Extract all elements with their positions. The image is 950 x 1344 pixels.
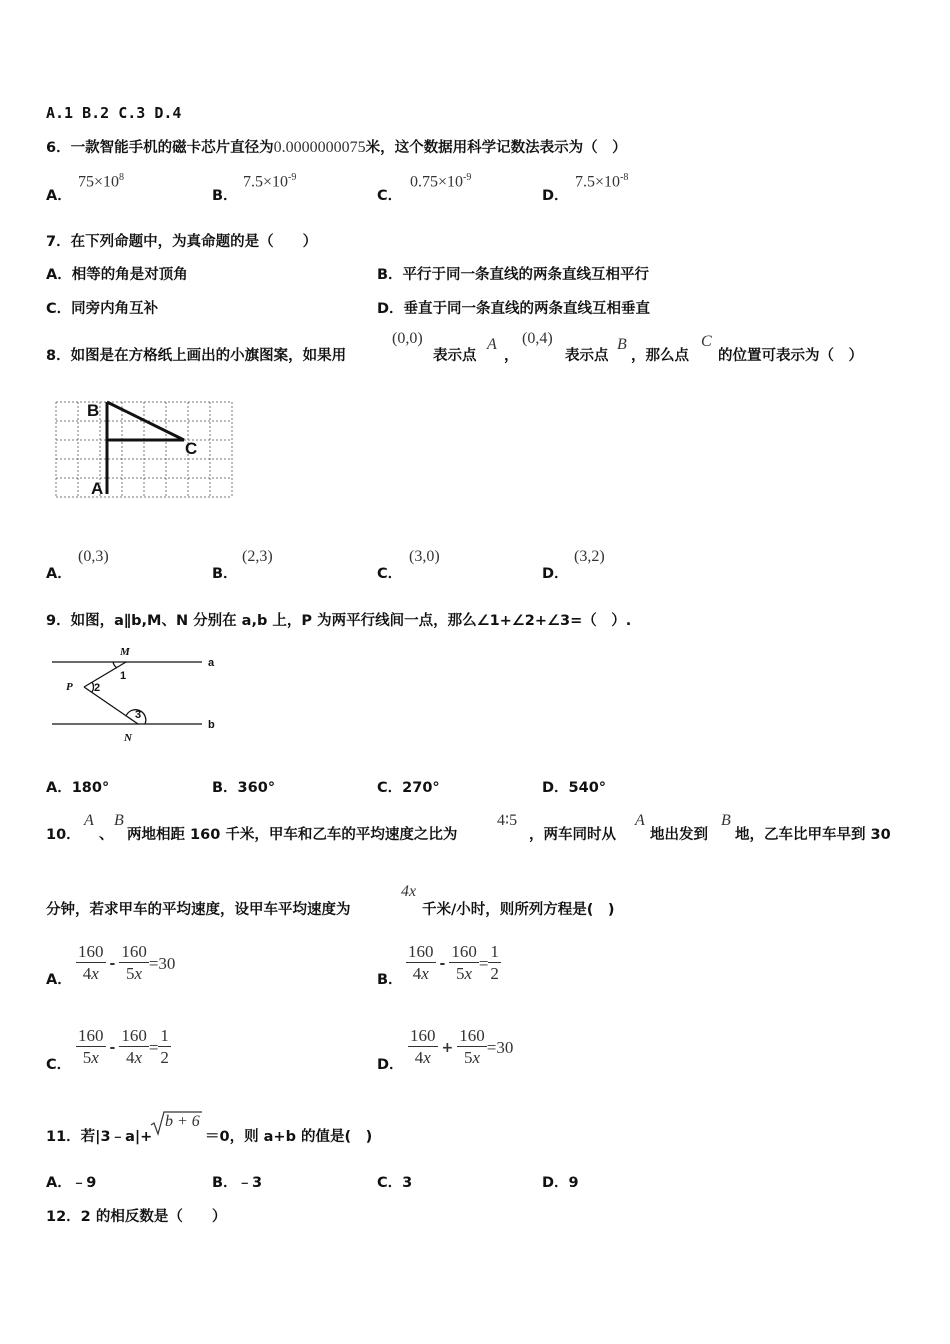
question-10-text-3: 地出发到 [650, 827, 708, 843]
point-a-symbol: A [84, 812, 94, 829]
option-a-value: (0,3) [78, 548, 109, 565]
option-d-equation: $\frac{160}{4x}$ + $\frac{160}{5x}$ =30 [410, 1026, 514, 1067]
decimal-value: 0.0000000075 [273, 139, 366, 156]
question-8-text-2: 表示点 [433, 348, 477, 364]
parallel-lines-figure [46, 642, 236, 752]
option-a-label[interactable]: A． [46, 188, 72, 204]
option-b-label[interactable]: B． [212, 188, 238, 204]
option-d[interactable]: D．垂直于同一条直线的两条直线互相垂直 [377, 301, 651, 317]
previous-question-options: A.1 B.2 C.3 D.4 [46, 104, 182, 122]
option-b[interactable]: B．平行于同一条直线的两条直线互相平行 [377, 267, 650, 283]
point-a-symbol: A [635, 812, 645, 829]
point-a-symbol: A [487, 336, 497, 353]
option-b-value: $7.5\times 10^{-9}$ [243, 172, 297, 191]
option-b-equation: $\frac{160}{4x}$ - $\frac{160}{5x}$ = $\frac{1}{2}$ [408, 942, 499, 983]
option-a-label[interactable]: A． [46, 566, 72, 582]
option-d-label[interactable]: D． [542, 566, 569, 582]
question-10-text-6: 千米/小时，则所列方程是( ) [422, 902, 615, 918]
option-c-label[interactable]: C． [377, 566, 403, 582]
label-p: P [66, 681, 73, 693]
angle-2-label: 2 [94, 682, 101, 694]
question-10-text-4: 地，乙车比甲车早到 30 [735, 827, 891, 843]
speed-ratio: 4∶5 [497, 812, 518, 829]
label-n: N [124, 732, 132, 744]
option-b[interactable]: B．360° [212, 780, 276, 796]
option-d-label[interactable]: D． [377, 1057, 404, 1073]
question-8-text-5: 的位置可表示为（ ） [718, 348, 863, 364]
label-b: B [87, 401, 100, 420]
question-6-stem [46, 136, 627, 157]
label-a-line: a [208, 657, 215, 669]
label-c: C [185, 439, 198, 458]
angle-3-label: 3 [135, 709, 142, 721]
option-b-label[interactable]: B． [212, 566, 238, 582]
question-7-stem: 7．在下列命题中，为真命题的是（ ） [46, 234, 318, 250]
question-text: 米，这个数据用科学记数法表示为（ ） [365, 140, 627, 156]
option-a-equation: $\frac{160}{4x}$ - $\frac{160}{5x}$ =30 [78, 942, 176, 983]
point-b-symbol: B [721, 812, 731, 829]
question-9-stem: 9．如图，a∥b,M、N 分别在 a,b 上，P 为两平行线间一点，那么∠1+∠2+∠3=（ ）. [46, 613, 632, 629]
question-10-text-2: ，两车同时从 [529, 827, 616, 843]
option-b[interactable]: B．﹣3 [212, 1175, 263, 1191]
question-8-comma: ， [504, 348, 519, 364]
option-d-label[interactable]: D． [542, 188, 569, 204]
option-b-label[interactable]: B． [377, 972, 403, 988]
option-d-value: (3,2) [574, 548, 605, 565]
label-a: A [91, 479, 104, 498]
question-10-text-1: 两地相距 160 千米，甲车和乙车的平均速度之比为 [127, 827, 458, 843]
angle-1-label: 1 [120, 670, 127, 682]
question-10-number: 10． [46, 827, 81, 843]
option-c-value: (3,0) [409, 548, 440, 565]
option-c[interactable]: C．3 [377, 1175, 413, 1191]
question-12-stem: 12．2 的相反数是（ ） [46, 1209, 227, 1225]
question-8-text-1: 8．如图是在方格纸上画出的小旗图案，如果用 [46, 348, 347, 364]
label-b-line: b [208, 719, 215, 731]
option-a[interactable]: A．相等的角是对顶角 [46, 267, 188, 283]
question-text: 一款智能手机的磁卡芯片直径为 [70, 140, 274, 156]
question-10-text-5: 分钟，若求甲车的平均速度，设甲车平均速度为 [46, 902, 351, 918]
option-c-label[interactable]: C． [46, 1057, 72, 1073]
coord-origin: (0,0) [392, 330, 423, 347]
option-b-value: (2,3) [242, 548, 273, 565]
question-8-text-4: ，那么点 [631, 348, 689, 364]
option-d-value: $7.5\times 10^{-8}$ [575, 172, 629, 191]
option-a-value: $75\times 10^8$ [78, 172, 125, 191]
point-b-symbol: B [617, 336, 627, 353]
flag-grid-figure [50, 396, 240, 508]
flag-shape [107, 402, 184, 494]
option-a[interactable]: A．180° [46, 780, 110, 796]
point-c-symbol: C [701, 333, 712, 350]
question-8-text-3: 表示点 [565, 348, 609, 364]
question-number: 6． [46, 140, 71, 156]
option-a[interactable]: A．﹣9 [46, 1175, 97, 1191]
option-a-label[interactable]: A． [46, 972, 72, 988]
separator: 、 [99, 827, 114, 843]
question-11-text-2: ＝0，则 a+b 的值是( ) [205, 1129, 373, 1145]
option-c[interactable]: C．270° [377, 780, 440, 796]
question-11-text-1: 11．若|3﹣a|+ [46, 1129, 153, 1145]
variable-expression: 4x [401, 883, 417, 900]
option-c-equation: $\frac{160}{5x}$ - $\frac{160}{4x}$ = $\frac{1}{2}$ [78, 1026, 169, 1067]
option-c-value: $0.75\times 10^{-9}$ [410, 172, 472, 191]
coord-b: (0,4) [522, 330, 553, 347]
option-d[interactable]: D．540° [542, 780, 607, 796]
label-m: M [120, 646, 130, 658]
option-c[interactable]: C．同旁内角互补 [46, 301, 159, 317]
option-d[interactable]: D．9 [542, 1175, 579, 1191]
point-b-symbol: B [114, 812, 124, 829]
option-c-label[interactable]: C． [377, 188, 403, 204]
